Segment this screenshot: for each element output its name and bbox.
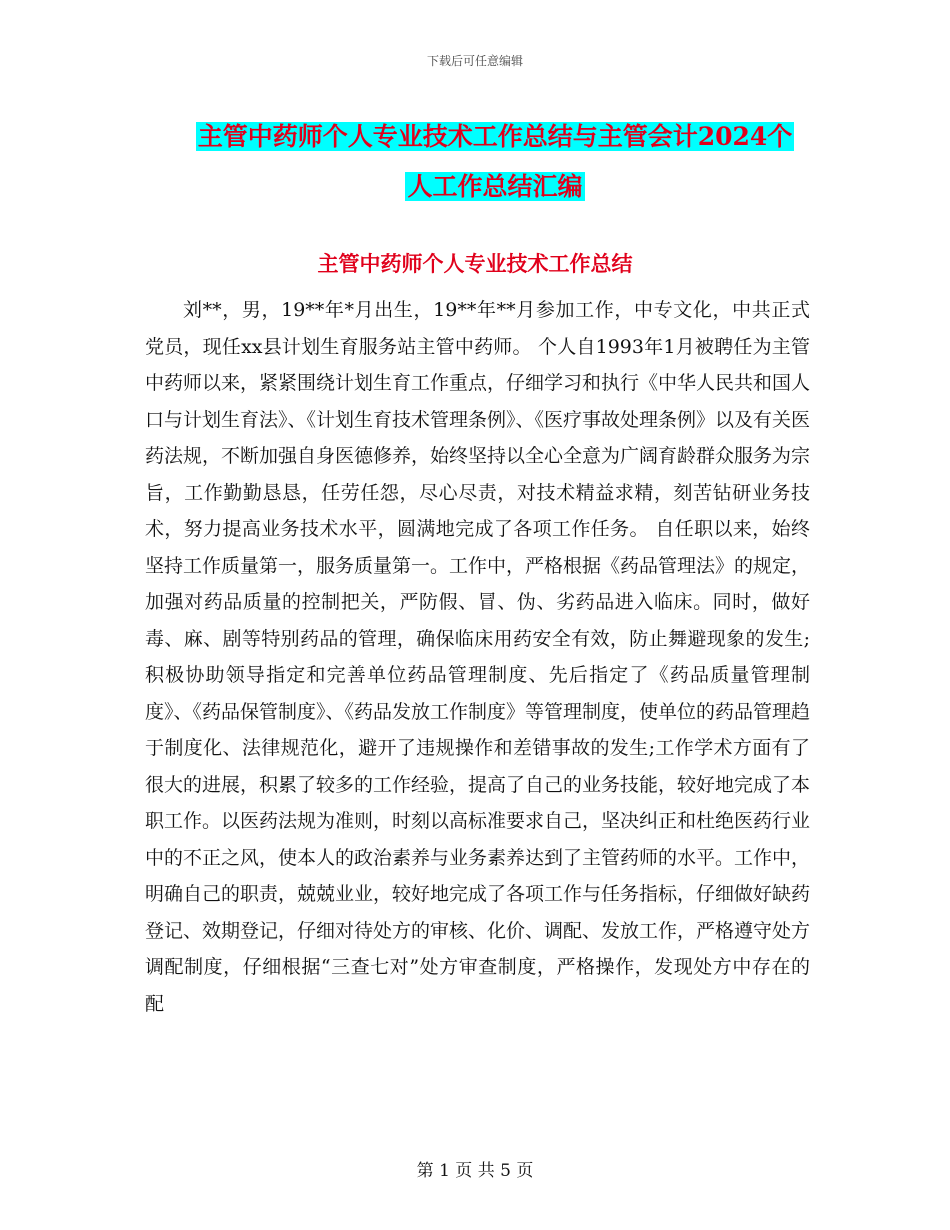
document-title-line-1: 主管中药师个人专业技术工作总结与主管会计2024个: [197, 122, 793, 151]
body-paragraph: 刘**，男，19**年*月出生，19**年**月参加工作，中专文化，中共正式党员，现任xx县计划生育服务站主管中药师。 个人自1993年1月被聘任为主管中药师以来，紧紧围绕计划生育工作重点，仔细学习和执行《中华人民共和国人口与计划生育法》、《计划生育技术管理条例》、《医疗事故处理条例》以及有关医药法规，不断加强自身医德修养，始终坚持以全心全意为广阔育龄群众服务为宗旨，工作勤勤恳恳，任劳任怨，尽心尽责，对技术精益求精，刻苦钻研业务技术，努力提高业务技术水平，圆满地完成了各项工作任务。 自任职以来，始终坚持工作质量第一，服务质量第一。工作中，严格根据《药品管理法》的规定，加强对药品质量的控制把关，严防假、冒、伪、劣药品进入临床。同时，做好毒、麻、剧等特别药品的管理，确保临床用药安全有效，防止舞避现象的发生;积极协助领导指定和完善单位药品管理制度、先后指定了《药品质量管理制度》、《药品保管制度》、《药品发放工作制度》等管理制度，使单位的药品管理趋于制度化、法律规范化，避开了违规操作和差错事故的发生;工作学术方面有了很大的进展，积累了较多的工作经验，提高了自己的业务技能，较好地完成了本职工作。以医药法规为准则，时刻以高标准要求自己，坚决纠正和杜绝医药行业中的不正之风，使本人的政治素养与业务素养达到了主管药师的水平。工作中，明确自己的职责，兢兢业业，较好地完成了各项工作与任务指标，仔细做好缺药登记、效期登记，仔细对待处方的审核、化价、调配、发放工作，严格遵守处方调配制度，仔细根据“三查七对”处方审查制度，严格操作，发现处方中存在的配: [145, 299, 811, 1015]
document-title-line-2: 人工作总结汇编: [407, 172, 583, 201]
section-title: 主管中药师个人专业技术工作总结: [317, 251, 633, 276]
page-footer: 第 1 页 共 5 页: [416, 1161, 534, 1181]
header-note: 下载后可任意编辑: [426, 54, 523, 68]
document-title: [150, 112, 840, 212]
